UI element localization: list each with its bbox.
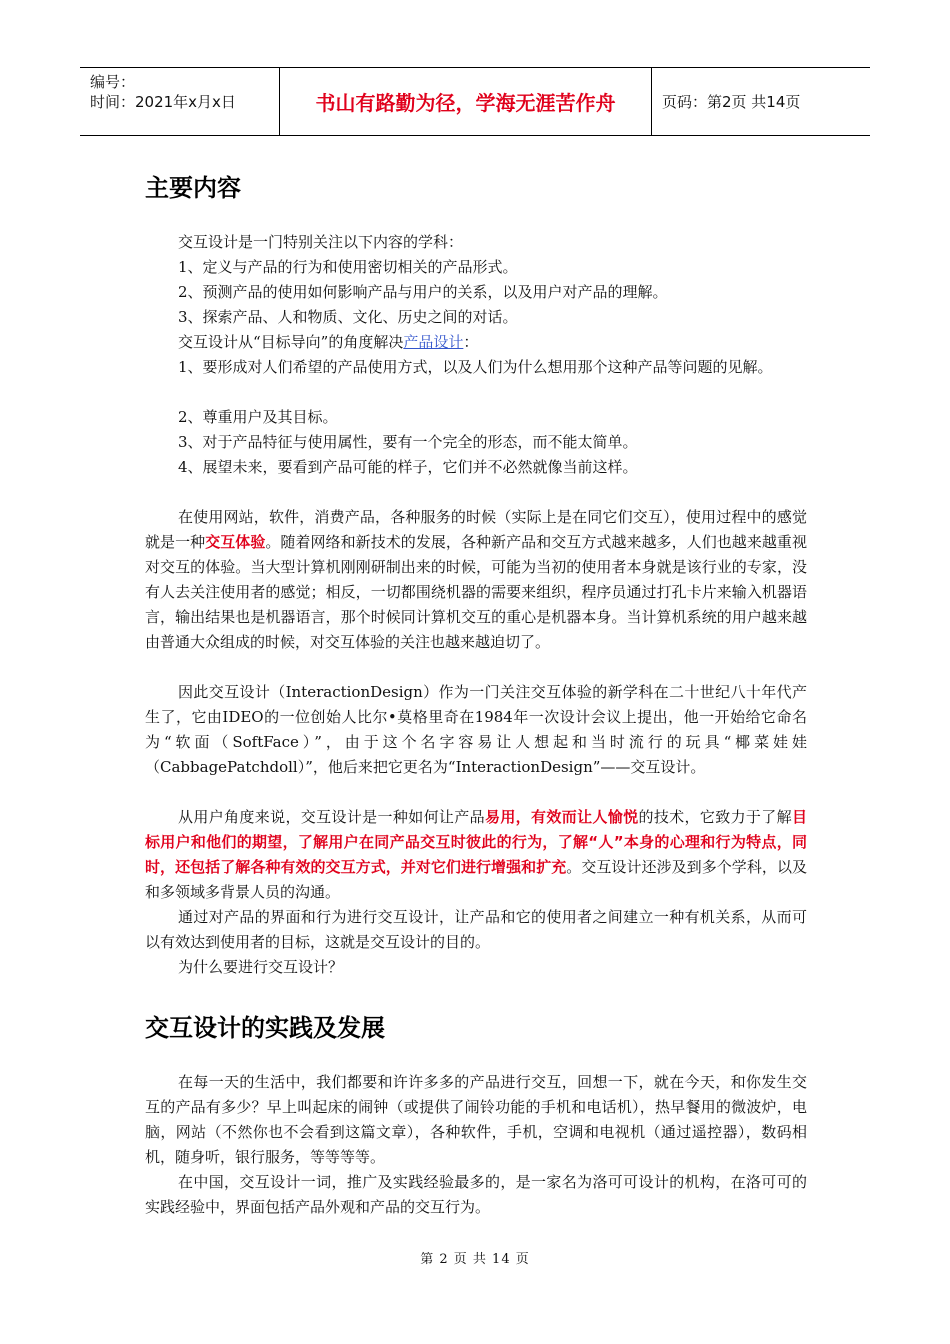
goal-intro-colon: ： [463,333,479,351]
header-motto: 书山有路勤为径，学海无涯苦作舟 [280,68,652,135]
intro-line: 交互设计是一门特别关注以下内容的学科： [178,233,464,251]
p1-highlight: 交互体验 [205,533,266,551]
goal-intro [178,330,478,355]
section-title-main-content: 主要内容 [145,174,241,202]
paragraph-user-perspective [145,805,807,905]
focus-item-3: 3、探索产品、人和物质、文化、历史之间的对话。 [178,308,518,326]
focus-item-2: 2、预测产品的使用如何影响产品与用户的关系，以及用户对产品的理解。 [178,283,668,301]
goal-item-3: 3、对于产品特征与使用属性，要有一个完全的形态，而不能太简单。 [178,433,638,451]
paragraph-daily-life: 在每一天的生活中，我们都要和许许多多的产品进行交互，回想一下，就在今天，和你发生交互的产品有多少？早上叫起床的闹钟（或提供了闹铃功能的手机和电话机），热早餐用的微波炉，电脑，网站（不然你也不会看到这篇文章），各种软件，手机，空调和电视机（通过遥控器），数码相机，随身听，银行服务，等等等等。 [145,1073,807,1166]
goal-item-2: 2、尊重用户及其目标。 [178,408,338,426]
header-meta [80,68,280,135]
focus-item-1: 1、定义与产品的行为和使用密切相关的产品形式。 [178,258,518,276]
page-header [80,67,870,136]
paragraph-interaction-experience [145,505,807,655]
goal-item-1: 1、要形成对人们希望的产品使用方式，以及人们为什么想用那个这种产品等问题的见解。 [178,358,773,376]
goal-intro-text: 交互设计从“目标导向”的角度解决 [178,333,404,351]
header-number-label: 编号： [90,73,136,91]
p3-text-a: 从用户角度来说，交互设计是一种如何让产品 [178,808,485,826]
paragraph-china: 在中国，交互设计一词，推广及实践经验最多的，是一家名为洛可可设计的机构，在洛可可的实践经验中，界面包括产品外观和产品的交互行为。 [145,1173,807,1216]
header-page-info: 页码：第2页 共14页 [662,93,801,111]
goal-item-4: 4、展望未来，要看到产品可能的样子，它们并不必然就像当前这样。 [178,458,638,476]
p3-text-c: 。交互设计还涉及到多个学科，以及和多领域多背景人员的沟通。 [145,858,807,901]
paragraph-history: 因此交互设计（InteractionDesign）作为一门关注交互体验的新学科在二十世纪八十年代产生了，它由IDEO的一位创始人比尔•莫格里奇在1984年一次设计会议上提出，他一开始给它命名为“软面（SoftFace）”，由于这个名字容易让人想起和当时流行的玩具“椰菜娃娃（CabbagePatchdoll）”，他后来把它更名为“InteractionDesign”——交互设计。 [145,683,807,776]
p3-highlight-2: 目标用户和他们的期望，了解用户在同产品交互时彼此的行为，了解“人”本身的心理和行为特点，同时，还包括了解各种有效的交互方式，并对它们进行增强和扩充 [145,808,807,876]
page-footer: 第 2 页 共 14 页 [420,1252,530,1267]
p1-text-b: 。随着网络和新技术的发展，各种新产品和交互方式越来越多，人们也越来越重视对交互的体验。当大型计算机刚刚研制出来的时候，可能为当初的使用者本身就是该行业的专家，没有人去关注使用者的感觉；相反，一切都围绕机器的需要来组织，程序员通过打孔卡片来输入机器语言，输出结果也是机器语言，那个时候同计算机交互的重心是机器本身。当计算机系统的用户越来越由普通大众组成的时候，对交互体验的关注也越来越迫切了。 [145,533,807,651]
p3-text-b: 的技术，它致力于了解 [638,808,792,826]
paragraph-question: 为什么要进行交互设计？ [178,958,344,976]
p1-text-a: 在使用网站，软件，消费产品，各种服务的时候（实际上是在同它们交互），使用过程中的感觉就是一种 [145,508,807,551]
paragraph-purpose: 通过对产品的界面和行为进行交互设计，让产品和它的使用者之间建立一种有机关系，从而可以有效达到使用者的目标，这就是交互设计的目的。 [145,908,807,951]
p3-highlight-1: 易用，有效而让人愉悦 [484,808,639,826]
section-title-practice: 交互设计的实践及发展 [145,1014,385,1042]
product-design-link[interactable]: 产品设计 [403,333,464,351]
header-date-label: 时间：2021年x月x日 [90,93,236,111]
